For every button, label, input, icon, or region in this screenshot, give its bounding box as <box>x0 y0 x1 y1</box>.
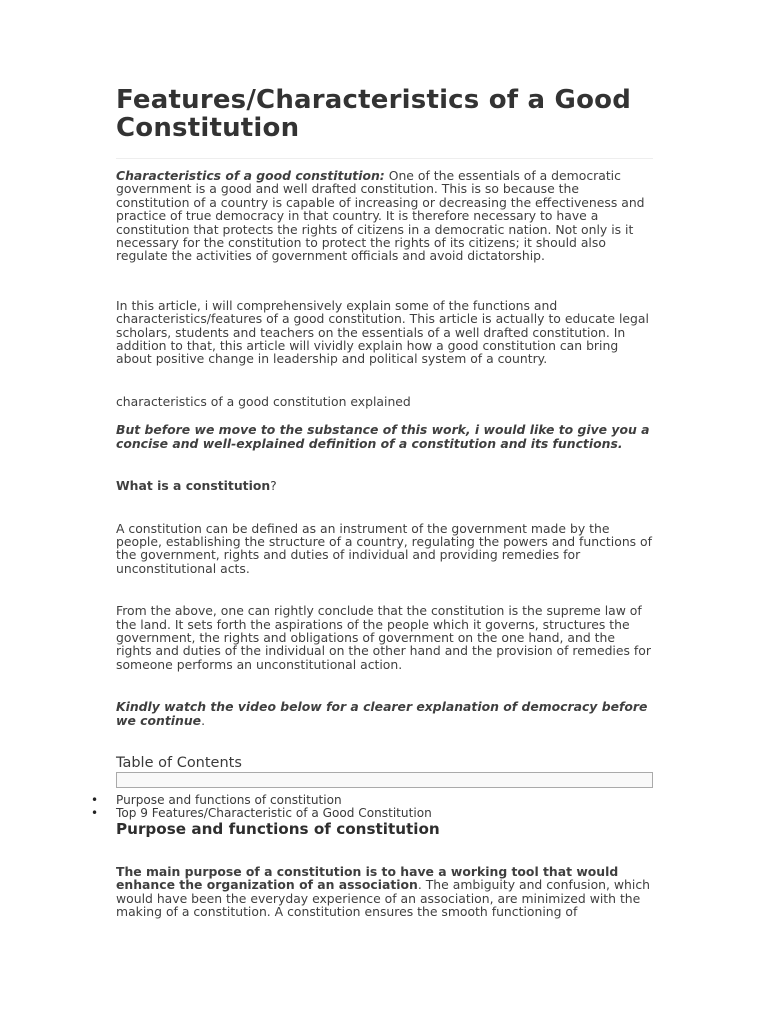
section-heading: Purpose and functions of constitution <box>116 819 440 838</box>
intro-text: One of the essentials of a democratic government is a good and well drafted constitution. This is so because the constitution of a country is capable of increasing or decreasing the effectiveness and practice of true democracy in that country. It is therefore necessary to have a constitution that protects the rights of citizens in a democratic nation. Not only is it necessary for the constitution to protect the rights of its citizens; it should also regulate the activities of government officials and avoid dictatorship. <box>116 168 645 264</box>
section-lead: The main purpose of a constitution is to have a working tool that would enhance the organization of an association <box>116 863 619 893</box>
bullet-icon: • <box>91 792 99 807</box>
definition-intro-note: But before we move to the substance of this work, i would like to give you a concise and well-explained definition of a constitution and its functions. <box>116 422 650 451</box>
toc-item-label: Purpose and functions of constitution <box>116 792 342 807</box>
toc-list <box>91 792 653 820</box>
video-note-text: Kindly watch the video below for a clearer explanation of democracy before we continue <box>116 699 648 728</box>
toc-title: Table of Contents <box>116 754 242 771</box>
page-title: Features/Characteristics of a Good Constitution <box>116 85 632 143</box>
definition-paragraph: A constitution can be defined as an instrument of the government made by the people, establishing the structure of a country, regulating the powers and functions of the government, rights and duties of individual and providing remedies for unconstitutional acts. <box>116 520 653 576</box>
image-caption: characteristics of a good constitution explained <box>116 393 411 409</box>
bullet-icon: • <box>91 805 99 820</box>
video-note <box>116 700 653 727</box>
toc-item-label: Top 9 Features/Characteristic of a Good Constitution <box>116 805 432 820</box>
intro-paragraph <box>116 169 653 263</box>
section-text: . The ambiguity and confusion, which would have been the everyday experience of an association, are minimized with the making of a constitution. A constitution ensures the smooth functioning of <box>116 877 650 920</box>
toc-item[interactable] <box>91 805 653 820</box>
conclusion-paragraph: From the above, one can rightly conclude that the constitution is the supreme law of the land. It sets forth the aspirations of the people which it governs, structures the government, the rights and obligations of government on the one hand, and the rights and duties of the individual on the other hand and the provision of remedies for someone performs an unconstitutional action. <box>116 603 651 672</box>
constitution-question <box>116 479 653 492</box>
article-purpose-paragraph: In this article, i will comprehensively explain some of the functions and characteristics/features of a good constitution. This article is actually to educate legal scholars, students and teachers on the essentials of a well drafted constitution. In addition to that, this article will vividly explain how a good constitution can bring about positive change in leadership and political system of a country. <box>116 297 649 367</box>
article <box>91 85 653 920</box>
intro-lead: Characteristics of a good constitution: <box>116 168 385 183</box>
video-note-period: . <box>201 712 206 728</box>
title-divider <box>116 158 653 159</box>
question-text: What is a constitution <box>116 478 271 494</box>
question-mark: ? <box>270 478 277 494</box>
section-paragraph <box>116 865 653 919</box>
toc-box <box>116 772 653 788</box>
